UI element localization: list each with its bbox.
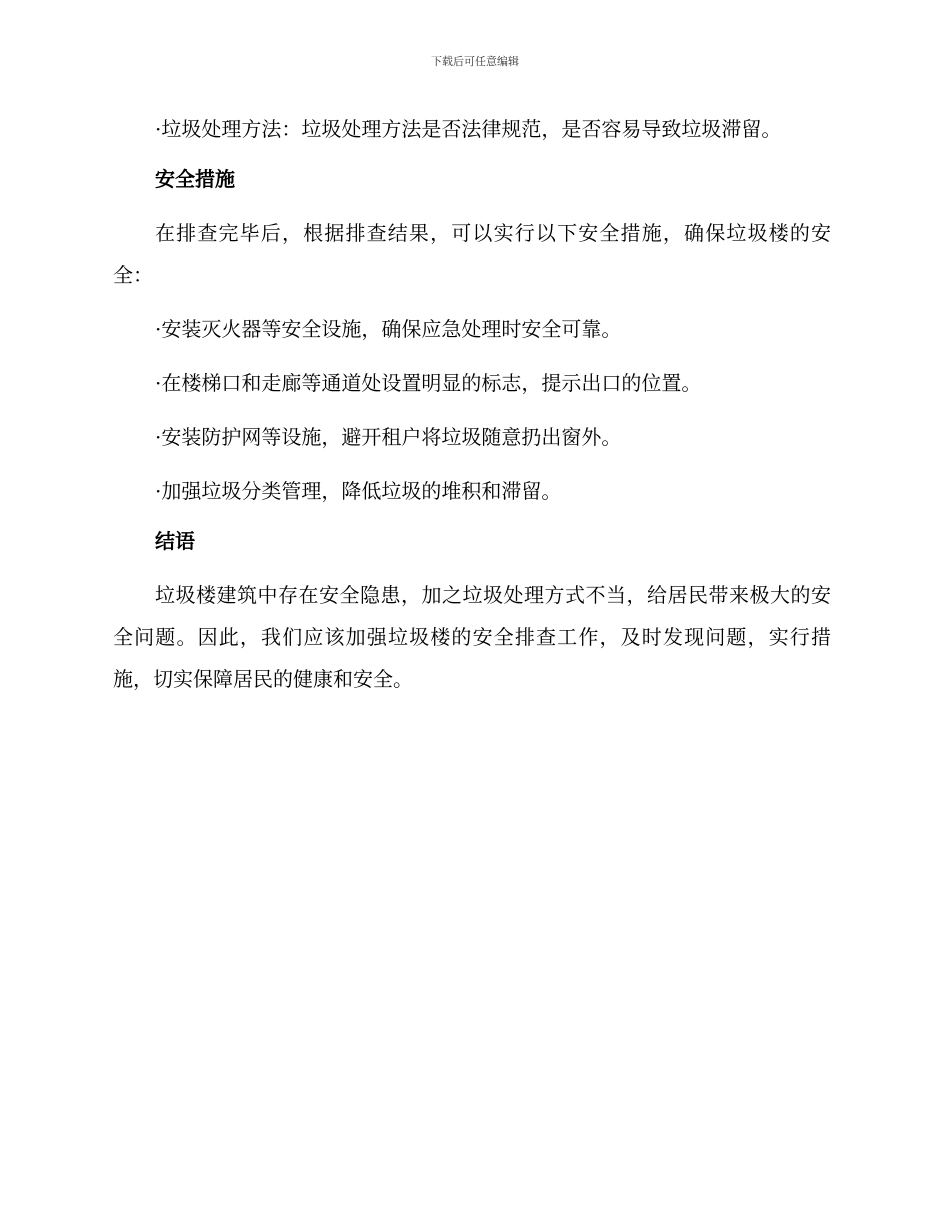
conclusion-paragraph: 垃圾楼建筑中存在安全隐患，加之垃圾处理方式不当，给居民带来极大的安全问题。因此，我们应该加强垃圾楼的安全排查工作，及时发现问题，实行措施，切实保障居民的健康和安全。 bbox=[113, 583, 831, 691]
document-body bbox=[113, 108, 831, 700]
safety-item-signage: ·在楼梯口和走廊等通道处设置明显的标志，提示出口的位置。 bbox=[155, 371, 702, 395]
bullet-waste-method: ·垃圾处理方法：垃圾处理方法是否法律规范，是否容易导致垃圾滞留。 bbox=[155, 117, 782, 141]
safety-intro-paragraph: 在排查完毕后，根据排查结果，可以实行以下安全措施，确保垃圾楼的安全： bbox=[113, 221, 831, 287]
safety-item-sorting: ·加强垃圾分类管理，降低垃圾的堆积和滞留。 bbox=[155, 479, 562, 503]
page-header: 下载后可任意编辑 bbox=[431, 55, 519, 68]
safety-item-extinguisher: ·安装灭火器等安全设施，确保应急处理时安全可靠。 bbox=[155, 317, 622, 341]
safety-item-protective-net: ·安装防护网等设施，避开租户将垃圾随意扔出窗外。 bbox=[155, 425, 622, 449]
heading-safety-measures: 安全措施 bbox=[155, 167, 235, 191]
heading-conclusion: 结语 bbox=[155, 529, 195, 553]
